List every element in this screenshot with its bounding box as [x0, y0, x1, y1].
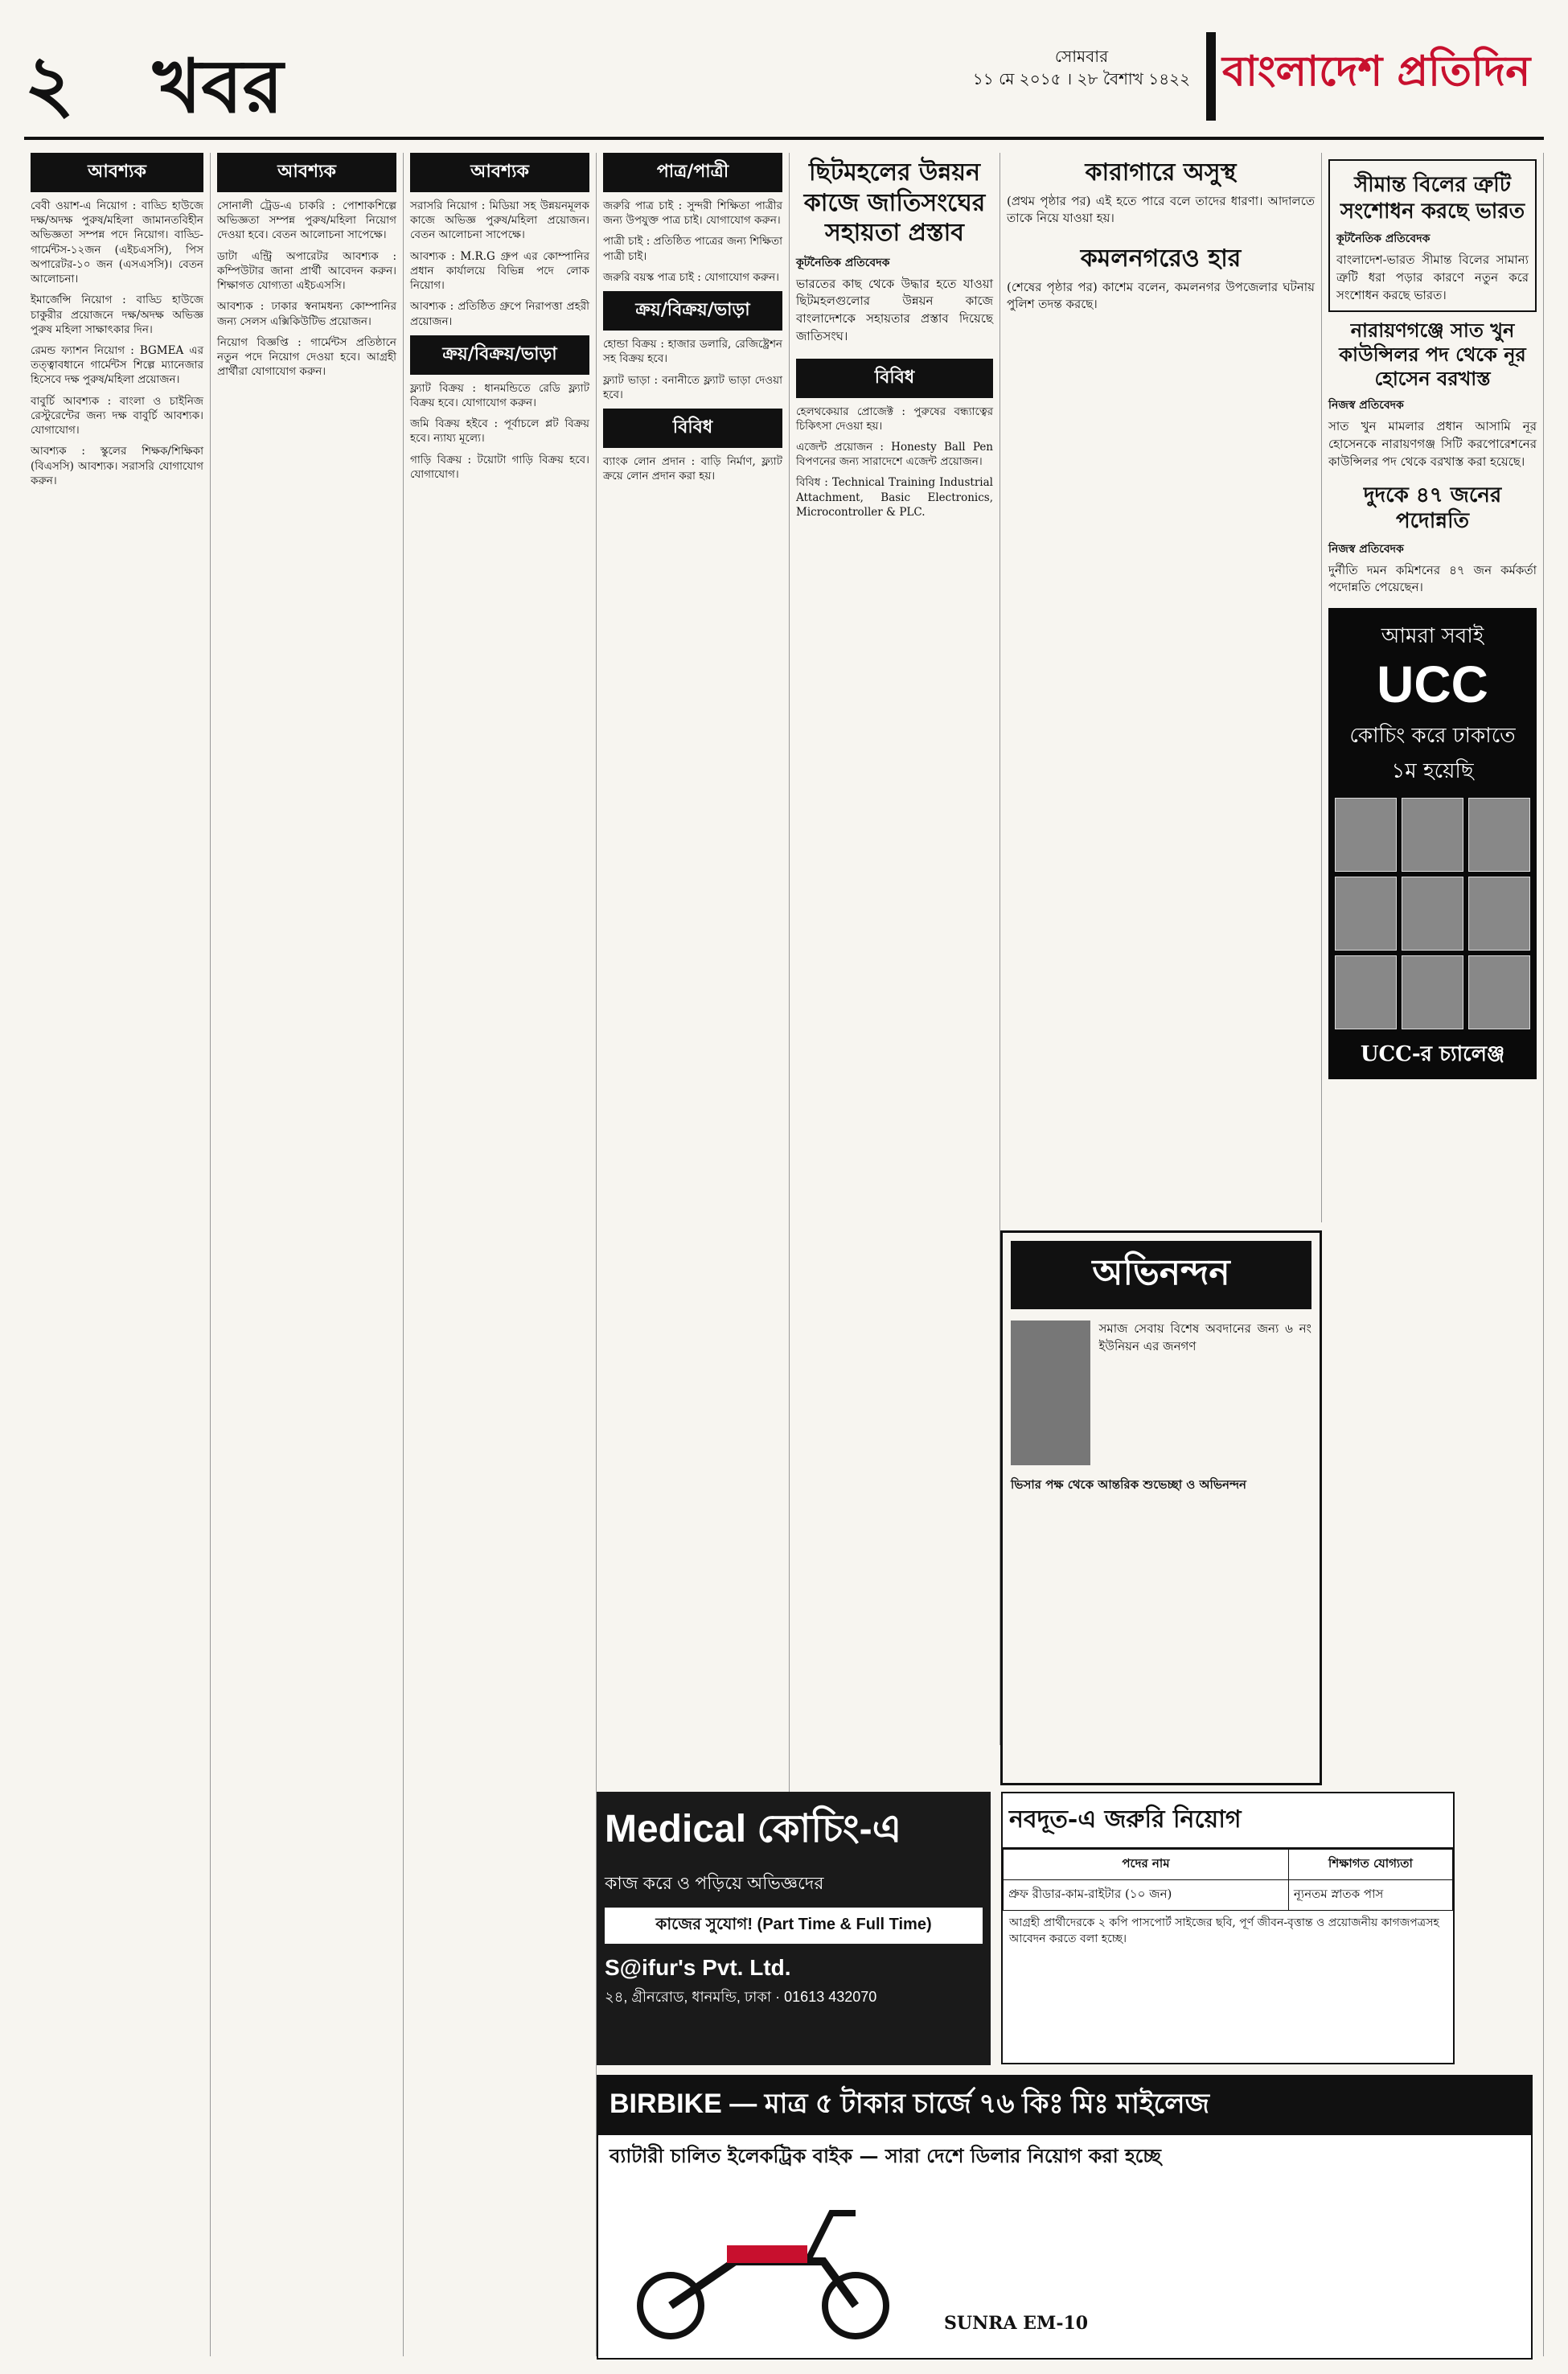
felicitation-body: সমাজ সেবায় বিশেষ অবদানের জন্য ৬ নং ইউনিয়ন এর জনগণ	[1098, 1321, 1311, 1353]
headline: নারায়ণগঞ্জে সাত খুন কাউন্সিলর পদ থেকে নূর হোসেন বরখাস্ত	[1339, 318, 1526, 391]
headline: ছিটমহলের উন্নয়ন কাজে জাতিসংঘের সহায়তা প্রস্তাব	[803, 158, 986, 247]
byline: নিজস্ব প্রতিবেদক	[1328, 399, 1404, 413]
nabadut-head: নবদূত-এ জরুরি নিয়োগ	[1003, 1793, 1453, 1849]
student-photo	[1335, 798, 1397, 872]
student-photo	[1335, 877, 1397, 951]
classified-ad: ফ্ল্যাট বিক্রয় : ধানমন্ডিতে রেডি ফ্ল্যাট বিক্রয় হবে। যোগাযোগ করুন।	[410, 381, 589, 409]
medical-ad-bar: কাজের সুযোগ! (Part Time & Full Time)	[605, 1908, 983, 1944]
classified-ad: আবশ্যক : ঢাকার স্বনামধন্য কোম্পানির জন্য সেলস এক্সিকিউটিভ প্রয়োজন।	[217, 300, 396, 328]
scooter-illustration	[614, 2197, 920, 2342]
classified-ad: সরাসরি নিয়োগ : মিডিয়া সহ উন্নয়নমূলক কাজে অভিজ্ঞ পুরুষ/মহিলা প্রয়োজন। বেতন আলোচনা সাপেক্ষে।	[410, 199, 589, 242]
ucc-footer: UCC-র চ্যালেঞ্জ	[1360, 1042, 1505, 1066]
classified-ad: বেবী ওয়াশ-এ নিয়োগ : বাড্ডি হাউজে দক্ষ/অদক্ষ পুরুষ/মহিলা জামানতবিহীন অভিজ্ঞতা সম্পন্ন পদে নিয়োগ। বাড্ডি-গার্মেন্টস-১২জন (এইচএসসি), পিস অপারেটর-১০ জন (এসএসসি)। বেতন আলোচনা।	[31, 199, 203, 286]
column-heading: বিবিধ	[603, 409, 782, 448]
classified-ad: নিয়োগ বিজ্ঞপ্তি : গার্মেন্টস প্রতিষ্ঠানে নতুন পদে নিয়োগ দেওয়া হবে। আগ্রহী প্রার্থীরা যোগাযোগ করুন।	[217, 335, 396, 379]
column-heading: পাত্র/পাত্রী	[603, 153, 782, 192]
student-photo	[1468, 798, 1530, 872]
classified-ad: আবশ্যক : স্কুলের শিক্ষক/শিক্ষিকা (বিএসসি) আবশ্যক। সরাসরি যোগাযোগ করুন।	[31, 445, 203, 487]
article-body: ভারতের কাছ থেকে উদ্ধার হতে যাওয়া ছিটমহলগুলোর উন্নয়ন কাজে বাংলাদেশকে সহায়তার প্রস্তাব দিয়েছে জাতিসংঘ।	[796, 276, 993, 343]
news-column-6	[1000, 153, 1322, 1222]
student-photo	[1402, 955, 1463, 1029]
table-cell: প্রুফ রীডার-কাম-রাইটার (১০ জন)	[1004, 1880, 1289, 1911]
classified-ad: হেলথকেয়ার প্রোজেক্ট : পুরুষের বন্ধ্যাত্বের চিকিৎসা দেওয়া হয়।	[796, 405, 993, 433]
day-label: সোমবার	[1054, 47, 1109, 66]
classified-ad: জমি বিক্রয় হইবে : পূর্বাচলে প্লট বিক্রয় হবে। ন্যায্য মূল্যে।	[410, 417, 589, 446]
felicitation-ad	[1000, 1230, 1322, 1785]
news-box	[1328, 159, 1537, 312]
medical-ad-subtitle: কাজ করে ও পড়িয়ে অভিজ্ঞদের	[605, 1873, 824, 1893]
classified-ad: জরুরি পাত্র চাই : সুন্দরী শিক্ষিতা পাত্রীর জন্য উপযুক্ত পাত্র চাই। যোগাযোগ করুন।	[603, 199, 782, 228]
brand-logo: বাংলাদেশ প্রতিদিন	[1222, 47, 1531, 96]
classified-ad: ব্যাংক লোন প্রদান : বাড়ি নির্মাণ, ফ্ল্যাট ক্রয়ে লোন প্রদান করা হয়।	[603, 454, 782, 483]
classified-column-4	[597, 153, 790, 2059]
classified-ad: বিবিধ : Technical Training Industrial Attachment, Basic Electronics, Microcontroller & PLC.	[796, 476, 993, 519]
company-phone: 01613 432070	[784, 1989, 877, 2005]
table-cell: ন্যূনতম স্নাতক পাস	[1288, 1880, 1452, 1911]
classified-column-3	[404, 153, 597, 2356]
page-number: ২	[24, 38, 75, 129]
electric-bike-ad: BIRBIKE — মাত্র ৫ টাকার চার্জে ৭৬ কিঃ মিঃ মাইলেজ ব্যাটারী চালিত ইলেকট্রিক বাইক — সারা দেশে ডিলার নিয়োগ করা হচ্ছে SUNRA EM-10	[597, 2075, 1533, 2360]
masthead	[24, 16, 1544, 140]
classified-ad: ইমার্জেন্সি নিয়োগ : বাড্ডি হাউজে চাকুরীর প্রয়োজনে দক্ষ/অদক্ষ অভিজ্ঞ পুরুষ মহিলা সাক্ষাৎকার দিন।	[31, 294, 203, 336]
classified-ad: পাত্রী চাই : প্রতিষ্ঠিত পাত্রের জন্য শিক্ষিতা পাত্রী চাই।	[603, 235, 782, 263]
felicitation-footer: ভিসার পক্ষ থেকে আন্তরিক শুভেচ্ছা ও অভিনন্দন	[1011, 1477, 1246, 1492]
bike-model: SUNRA EM-10	[944, 2313, 1089, 2334]
classified-ad: এজেন্ট প্রয়োজন : Honesty Ball Pen বিপণনের জন্য সারাদেশে এজেন্ট প্রয়োজন।	[796, 440, 993, 469]
ucc-tagline: কোচিং করে ঢাকাতে ১ম হয়েছি	[1349, 724, 1516, 783]
headline: সীমান্ত বিলের ত্রুটি সংশোধন করছে ভারত	[1340, 173, 1525, 224]
classified-ad: বাবুর্চি আবশ্যক : বাংলা ও চাইনিজ রেস্টুরেন্টের জন্য দক্ষ বাবুর্চি আবশ্যক। যোগাযোগ।	[31, 394, 203, 437]
classified-ad: আবশ্যক : M.R.G গ্রুপ এর কোম্পানির প্রধান কার্যালয়ে বিভিন্ন পদে লোক নিয়োগ।	[410, 249, 589, 293]
byline: নিজস্ব প্রতিবেদক	[1328, 542, 1404, 556]
classified-ad: ফ্ল্যাট ভাড়া : বনানীতে ফ্ল্যাট ভাড়া দেওয়া হবে।	[603, 373, 782, 401]
classified-ad: সোনালী ট্রেড-এ চাকরি : পোশাকশিল্পে অভিজ্ঞতা সম্পন্ন পুরুষ/মহিলা নিয়োগ দেওয়া হবে। বেতন আলোচনা সাপেক্ষে।	[217, 199, 396, 242]
ucc-logo: UCC	[1377, 655, 1488, 713]
classified-ad: জরুরি বয়স্ক পাত্র চাই : যোগাযোগ করুন।	[603, 270, 780, 284]
ucc-top-line: আমরা সবাই	[1381, 624, 1484, 648]
student-photo	[1468, 955, 1530, 1029]
nabadut-recruitment-ad	[1001, 1792, 1455, 2064]
student-photo	[1335, 955, 1397, 1029]
honoree-photo	[1011, 1320, 1090, 1465]
ucc-coaching-ad	[1328, 608, 1537, 1079]
byline: কূটনৈতিক প্রতিবেদক	[1336, 232, 1430, 245]
nabadut-footer: আগ্রহী প্রার্থীদেরকে ২ কপি পাসপোর্ট সাইজের ছবি, পূর্ণ জীবন-বৃত্তান্ত ও প্রয়োজনীয় কাগজপত্রসহ আবেদন করতে বলা হচ্ছে।	[1009, 1916, 1439, 1945]
column-heading: আবশ্যক	[410, 153, 589, 192]
classified-ad: গাড়ি বিক্রয় : টয়োটা গাড়ি বিক্রয় হবে। যোগাযোগ।	[410, 453, 589, 481]
article-body: (শেষের পৃষ্ঠার পর) কাশেম বলেন, কমলনগর উপজেলার ঘটনায় পুলিশ তদন্ত করছে।	[1007, 279, 1315, 312]
medical-ad-title: Medical কোচিং-এ	[605, 1808, 902, 1850]
column-heading: আবশ্যক	[31, 153, 203, 192]
article-body: সাত খুন মামলার প্রধান আসামি নূর হোসেনকে নারায়ণগঞ্জ সিটি করপোরেশনের কাউন্সিলর পদ থেকে বরখাস্ত করা হয়েছে।	[1328, 419, 1537, 469]
date-box	[969, 45, 1194, 90]
article-body: দুর্নীতি দমন কমিশনের ৪৭ জন কর্মকর্তা পদোন্নতি পেয়েছেন।	[1328, 562, 1537, 595]
classified-ad: হোন্ডা বিক্রয় : হাজার ডলারি, রেজিষ্ট্রেশন সহ বিক্রয় হবে।	[603, 338, 782, 366]
student-photo	[1402, 877, 1463, 951]
bike-headline: মাত্র ৫ টাকার চার্জে ৭৬ কিঃ মিঃ মাইলেজ	[764, 2089, 1210, 2119]
classified-column-1	[24, 153, 211, 2356]
classified-ad: রেমন্ড ফ্যাশন নিয়োগ : BGMEA এর তত্ত্বাবধানে গার্মেন্টস শিল্পে ম্যানেজার হিসেবে দক্ষ পুরুষ/মহিলা প্রয়োজন।	[31, 343, 203, 387]
table-header: শিক্ষাগত যোগ্যতা	[1288, 1850, 1452, 1880]
medical-coaching-ad: Medical কোচিং-এ কাজ করে ও পড়িয়ে অভিজ্ঞদের কাজের সুযোগ! (Part Time & Full Time) S@ifur's Pvt. Ltd. ২৪, গ্রীনরোড, ধানমন্ডি, ঢাকা · 01613 432070	[597, 1792, 991, 2065]
column-heading: বিবিধ	[796, 359, 993, 398]
masthead-divider	[1206, 32, 1216, 121]
student-photo	[1402, 798, 1463, 872]
date-en: ১১ মে ২০১৫ । ২৮ বৈশাখ ১৪২২	[972, 69, 1191, 88]
student-photo	[1468, 877, 1530, 951]
article-body: (প্রথম পৃষ্ঠার পর) এই হতে পারে বলে তাদের ধারণা। আদালতে তাকে নিয়ে যাওয়া হয়।	[1007, 193, 1315, 226]
classified-ad: ডাটা এন্ট্রি অপারেটর আবশ্যক : কম্পিউটার জানা প্রার্থী আবেদন করুন। শিক্ষাগত যোগ্যতা এইচএসসি।	[217, 249, 396, 293]
classified-column-2	[211, 153, 404, 2356]
headline: কমলনগরেও হার	[1080, 244, 1242, 273]
headline: দুদকে ৪৭ জনের পদোন্নতি	[1363, 483, 1502, 533]
headline: কারাগারে অসুস্থ	[1085, 158, 1237, 187]
bike-brand: BIRBIKE	[610, 2089, 722, 2119]
recruitment-table	[1003, 1849, 1453, 1911]
column-heading: ক্রয়/বিক্রয়/ভাড়া	[603, 291, 782, 331]
company-name: S@ifur's Pvt. Ltd.	[605, 1955, 791, 1980]
column-heading: আবশ্যক	[217, 153, 396, 192]
section-name: খবর	[153, 43, 284, 129]
classified-ad: আবশ্যক : প্রতিষ্ঠিত গ্রুপে নিরাপত্তা প্রহরী প্রয়োজন।	[410, 300, 589, 328]
news-column-5	[790, 153, 1000, 1745]
felicitation-title: অভিনন্দন	[1011, 1241, 1311, 1309]
column-heading: ক্রয়/বিক্রয়/ভাড়া	[410, 335, 589, 375]
table-header: পদের নাম	[1004, 1850, 1289, 1880]
company-address: ২৪, গ্রীনরোড, ধানমন্ডি, ঢাকা	[605, 1989, 772, 2005]
article-body: বাংলাদেশ-ভারত সীমান্ত বিলের সামান্য ত্রুটি ধরা পড়ার কারণে নতুন করে সংশোধন করছে ভারত।	[1336, 253, 1529, 302]
byline: কূটনৈতিক প্রতিবেদক	[796, 256, 890, 269]
bike-subheadline: ব্যাটারী চালিত ইলেকট্রিক বাইক — সারা দেশে ডিলার নিয়োগ করা হচ্ছে	[610, 2144, 1162, 2167]
student-photo-grid	[1335, 798, 1530, 1029]
